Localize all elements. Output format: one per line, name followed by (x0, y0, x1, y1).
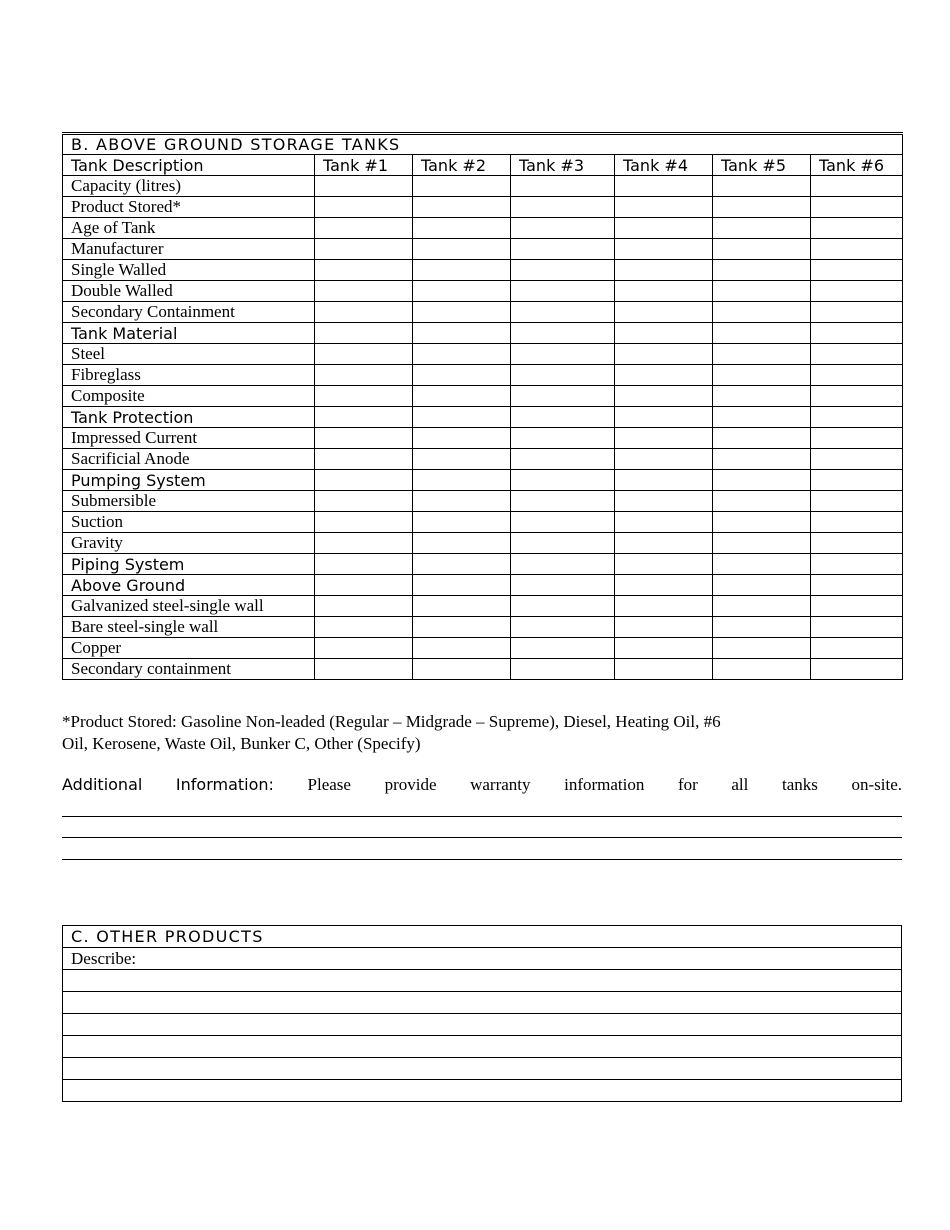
table-row (63, 659, 903, 680)
table-row (63, 344, 903, 365)
tank-3-cell[interactable] (511, 302, 615, 323)
tank-1-cell[interactable] (315, 491, 413, 512)
tank-5-cell[interactable] (713, 491, 811, 512)
tank-1-cell[interactable] (315, 260, 413, 281)
additional-text-word-6: all (731, 775, 749, 794)
tank-4-cell[interactable] (615, 302, 713, 323)
tank-1-cell[interactable] (315, 344, 413, 365)
additional-text-word-3: warranty (470, 775, 531, 794)
tank-4-cell[interactable] (615, 659, 713, 680)
tank-3-cell[interactable] (511, 512, 615, 533)
tank-1-cell[interactable] (315, 596, 413, 617)
tank-6-cell[interactable] (811, 659, 903, 680)
additional-info-line-3[interactable] (62, 859, 902, 860)
tank-1-cell[interactable] (315, 659, 413, 680)
row-label: Single Walled (63, 260, 315, 281)
tank-5-cell[interactable] (713, 449, 811, 470)
row-label: Steel (63, 344, 315, 365)
row-group-heading: Piping System (63, 554, 315, 575)
tank-5-cell[interactable] (713, 659, 811, 680)
tank-5-cell[interactable] (713, 260, 811, 281)
tank-2-cell[interactable] (413, 575, 511, 596)
tank-6-header: Tank #6 (811, 155, 903, 176)
table-row (63, 218, 903, 239)
tank-1-cell[interactable] (315, 617, 413, 638)
tank-4-cell[interactable] (615, 386, 713, 407)
table-header-row (63, 155, 903, 176)
section-c-title: C. OTHER PRODUCTS (63, 926, 902, 948)
describe-blank-row (63, 992, 902, 1014)
table-row (63, 386, 903, 407)
footnote-line-2: Oil, Kerosene, Waste Oil, Bunker C, Other (Specify) (62, 734, 421, 753)
tank-4-cell[interactable] (615, 596, 713, 617)
table-row (63, 323, 903, 344)
table-row (63, 491, 903, 512)
table-row (63, 407, 903, 428)
additional-info-line-1[interactable] (62, 816, 902, 817)
tank-3-cell[interactable] (511, 239, 615, 260)
describe-blank-cell[interactable] (63, 1058, 902, 1080)
tank-4-cell[interactable] (615, 428, 713, 449)
tank-5-cell[interactable] (713, 281, 811, 302)
tank-6-cell[interactable] (811, 218, 903, 239)
row-label: Double Walled (63, 281, 315, 302)
table-row (63, 470, 903, 491)
tank-3-cell[interactable] (511, 449, 615, 470)
describe-blank-cell[interactable] (63, 970, 902, 992)
tank-4-cell[interactable] (615, 218, 713, 239)
tank-1-cell[interactable] (315, 638, 413, 659)
tank-6-cell[interactable] (811, 344, 903, 365)
tank-6-cell[interactable] (811, 197, 903, 218)
tank-1-cell[interactable] (315, 218, 413, 239)
table-row (63, 365, 903, 386)
row-label: Submersible (63, 491, 315, 512)
tank-5-cell[interactable] (713, 554, 811, 575)
row-group-heading: Tank Protection (63, 407, 315, 428)
tank-2-cell[interactable] (413, 659, 511, 680)
row-label: Product Stored* (63, 197, 315, 218)
row-label: Age of Tank (63, 218, 315, 239)
tank-5-cell[interactable] (713, 428, 811, 449)
tank-6-cell[interactable] (811, 470, 903, 491)
tank-4-cell[interactable] (615, 407, 713, 428)
tank-2-cell[interactable] (413, 239, 511, 260)
tank-3-cell[interactable] (511, 344, 615, 365)
additional-text-word-5: for (677, 775, 698, 794)
tank-1-cell[interactable] (315, 407, 413, 428)
tank-3-cell[interactable] (511, 407, 615, 428)
tank-4-cell[interactable] (615, 323, 713, 344)
tank-4-cell[interactable] (615, 260, 713, 281)
product-stored-footnote (62, 711, 802, 755)
tank-6-cell[interactable] (811, 554, 903, 575)
additional-text-word-7: tanks (781, 775, 818, 794)
tank-5-cell[interactable] (713, 638, 811, 659)
tank-1-cell[interactable] (315, 197, 413, 218)
row-label: Copper (63, 638, 315, 659)
tank-6-cell[interactable] (811, 638, 903, 659)
tank-2-cell[interactable] (413, 491, 511, 512)
describe-label: Describe: (63, 948, 902, 970)
tank-4-cell[interactable] (615, 365, 713, 386)
section-b-title-row (63, 134, 903, 155)
describe-blank-row (63, 1058, 902, 1080)
additional-info-line-2[interactable] (62, 837, 902, 838)
tank-1-cell[interactable] (315, 365, 413, 386)
tank-4-cell[interactable] (615, 512, 713, 533)
describe-blank-cell[interactable] (63, 1080, 902, 1102)
tank-5-cell[interactable] (713, 344, 811, 365)
tank-5-cell[interactable] (713, 470, 811, 491)
describe-blank-row (63, 1036, 902, 1058)
tank-5-cell[interactable] (713, 533, 811, 554)
tank-1-cell[interactable] (315, 449, 413, 470)
row-label: Suction (63, 512, 315, 533)
tank-2-cell[interactable] (413, 617, 511, 638)
tank-4-header: Tank #4 (615, 155, 713, 176)
row-group-heading: Pumping System (63, 470, 315, 491)
row-group-heading: Above Ground (63, 575, 315, 596)
table-row (63, 260, 903, 281)
tank-2-header: Tank #2 (413, 155, 511, 176)
tank-3-cell[interactable] (511, 596, 615, 617)
additional-text-word-1: Please (307, 775, 351, 794)
table-row (63, 512, 903, 533)
tank-1-header: Tank #1 (315, 155, 413, 176)
tank-2-cell[interactable] (413, 512, 511, 533)
table-row (63, 302, 903, 323)
tank-2-cell[interactable] (413, 260, 511, 281)
table-row (63, 554, 903, 575)
tank-4-cell[interactable] (615, 638, 713, 659)
tank-6-cell[interactable] (811, 512, 903, 533)
tank-6-cell[interactable] (811, 617, 903, 638)
tank-3-cell[interactable] (511, 638, 615, 659)
tank-3-cell[interactable] (511, 554, 615, 575)
tank-6-cell[interactable] (811, 176, 903, 197)
tank-2-cell[interactable] (413, 176, 511, 197)
tank-2-cell[interactable] (413, 281, 511, 302)
tank-3-cell[interactable] (511, 218, 615, 239)
row-group-heading: Tank Material (63, 323, 315, 344)
row-label: Manufacturer (63, 239, 315, 260)
tank-1-cell[interactable] (315, 386, 413, 407)
tank-4-cell[interactable] (615, 491, 713, 512)
tank-3-cell[interactable] (511, 428, 615, 449)
tank-4-cell[interactable] (615, 533, 713, 554)
row-label: Gravity (63, 533, 315, 554)
additional-label-word-2: Information: (175, 775, 274, 794)
tank-6-cell[interactable] (811, 281, 903, 302)
tank-1-cell[interactable] (315, 428, 413, 449)
tank-6-cell[interactable] (811, 302, 903, 323)
tank-6-cell[interactable] (811, 365, 903, 386)
describe-blank-row (63, 1080, 902, 1102)
tank-1-cell[interactable] (315, 554, 413, 575)
tank-4-cell[interactable] (615, 176, 713, 197)
tank-4-cell[interactable] (615, 197, 713, 218)
tank-2-cell[interactable] (413, 302, 511, 323)
table-row (63, 239, 903, 260)
row-label: Bare steel-single wall (63, 617, 315, 638)
tank-6-cell[interactable] (811, 407, 903, 428)
tank-5-cell[interactable] (713, 239, 811, 260)
additional-information (62, 775, 902, 795)
tank-6-cell[interactable] (811, 449, 903, 470)
footnote-line-1: *Product Stored: Gasoline Non-leaded (Regular – Midgrade – Supreme), Diesel, Heating Oil, #6 (62, 712, 721, 731)
tank-6-cell[interactable] (811, 239, 903, 260)
tank-2-cell[interactable] (413, 218, 511, 239)
tank-3-cell[interactable] (511, 176, 615, 197)
row-label: Galvanized steel-single wall (63, 596, 315, 617)
tank-2-cell[interactable] (413, 449, 511, 470)
tank-1-cell[interactable] (315, 323, 413, 344)
table-row (63, 428, 903, 449)
tank-5-cell[interactable] (713, 323, 811, 344)
tank-2-cell[interactable] (413, 596, 511, 617)
tank-1-cell[interactable] (315, 533, 413, 554)
tank-2-cell[interactable] (413, 638, 511, 659)
tank-5-cell[interactable] (713, 575, 811, 596)
tank-5-cell[interactable] (713, 365, 811, 386)
tank-5-cell[interactable] (713, 407, 811, 428)
tank-3-cell[interactable] (511, 617, 615, 638)
tank-4-cell[interactable] (615, 239, 713, 260)
table-row (63, 533, 903, 554)
tank-6-cell[interactable] (811, 596, 903, 617)
tank-5-cell[interactable] (713, 218, 811, 239)
additional-label-word-1: Additional (62, 775, 143, 794)
tank-3-cell[interactable] (511, 365, 615, 386)
tank-2-cell[interactable] (413, 197, 511, 218)
row-label: Secondary containment (63, 659, 315, 680)
tank-5-cell[interactable] (713, 302, 811, 323)
tank-1-cell[interactable] (315, 470, 413, 491)
tank-1-cell[interactable] (315, 575, 413, 596)
tank-5-cell[interactable] (713, 197, 811, 218)
tank-2-cell[interactable] (413, 365, 511, 386)
tank-2-cell[interactable] (413, 344, 511, 365)
describe-blank-cell[interactable] (63, 1036, 902, 1058)
additional-text-word-8: on-site. (851, 775, 902, 794)
table-row (63, 449, 903, 470)
tank-1-cell[interactable] (315, 281, 413, 302)
table-row (63, 617, 903, 638)
row-label: Capacity (litres) (63, 176, 315, 197)
tank-3-cell[interactable] (511, 470, 615, 491)
tank-5-cell[interactable] (713, 386, 811, 407)
tank-5-header: Tank #5 (713, 155, 811, 176)
table-row (63, 638, 903, 659)
tank-6-cell[interactable] (811, 491, 903, 512)
tank-6-cell[interactable] (811, 533, 903, 554)
tank-1-cell[interactable] (315, 239, 413, 260)
table-row (63, 281, 903, 302)
tank-2-cell[interactable] (413, 554, 511, 575)
tank-4-cell[interactable] (615, 575, 713, 596)
tank-5-cell[interactable] (713, 596, 811, 617)
tank-1-cell[interactable] (315, 302, 413, 323)
tank-4-cell[interactable] (615, 281, 713, 302)
tank-3-cell[interactable] (511, 323, 615, 344)
tank-3-header: Tank #3 (511, 155, 615, 176)
tank-3-cell[interactable] (511, 491, 615, 512)
table-row (63, 176, 903, 197)
tank-3-cell[interactable] (511, 533, 615, 554)
tank-6-cell[interactable] (811, 386, 903, 407)
tank-2-cell[interactable] (413, 533, 511, 554)
tank-1-cell[interactable] (315, 512, 413, 533)
tank-3-cell[interactable] (511, 281, 615, 302)
row-label: Composite (63, 386, 315, 407)
table-row (63, 575, 903, 596)
tank-5-cell[interactable] (713, 617, 811, 638)
describe-blank-row (63, 1014, 902, 1036)
tank-4-cell[interactable] (615, 617, 713, 638)
tank-2-cell[interactable] (413, 407, 511, 428)
tank-5-cell[interactable] (713, 512, 811, 533)
tank-2-cell[interactable] (413, 386, 511, 407)
additional-text-word-2: provide (384, 775, 437, 794)
describe-row (63, 948, 902, 970)
row-label: Impressed Current (63, 428, 315, 449)
tank-6-cell[interactable] (811, 323, 903, 344)
describe-blank-row (63, 970, 902, 992)
tank-4-cell[interactable] (615, 470, 713, 491)
tank-2-cell[interactable] (413, 470, 511, 491)
tank-6-cell[interactable] (811, 428, 903, 449)
tank-6-cell[interactable] (811, 260, 903, 281)
tank-2-cell[interactable] (413, 428, 511, 449)
tank-3-cell[interactable] (511, 260, 615, 281)
additional-text-word-4: information (564, 775, 645, 794)
table-row (63, 197, 903, 218)
tank-3-cell[interactable] (511, 197, 615, 218)
row-label: Fibreglass (63, 365, 315, 386)
other-products-table (62, 925, 902, 1102)
describe-blank-cell[interactable] (63, 1014, 902, 1036)
tank-description-header: Tank Description (63, 155, 315, 176)
tank-4-cell[interactable] (615, 344, 713, 365)
tank-4-cell[interactable] (615, 554, 713, 575)
tank-1-cell[interactable] (315, 176, 413, 197)
tank-3-cell[interactable] (511, 575, 615, 596)
tank-4-cell[interactable] (615, 449, 713, 470)
tank-3-cell[interactable] (511, 386, 615, 407)
above-ground-storage-tanks-table (62, 132, 903, 680)
section-b-title: B. ABOVE GROUND STORAGE TANKS (63, 134, 903, 155)
tank-5-cell[interactable] (713, 176, 811, 197)
tank-3-cell[interactable] (511, 659, 615, 680)
table-row (63, 596, 903, 617)
row-label: Sacrificial Anode (63, 449, 315, 470)
row-label: Secondary Containment (63, 302, 315, 323)
tank-6-cell[interactable] (811, 575, 903, 596)
tank-2-cell[interactable] (413, 323, 511, 344)
section-c-title-row (63, 926, 902, 948)
describe-blank-cell[interactable] (63, 992, 902, 1014)
